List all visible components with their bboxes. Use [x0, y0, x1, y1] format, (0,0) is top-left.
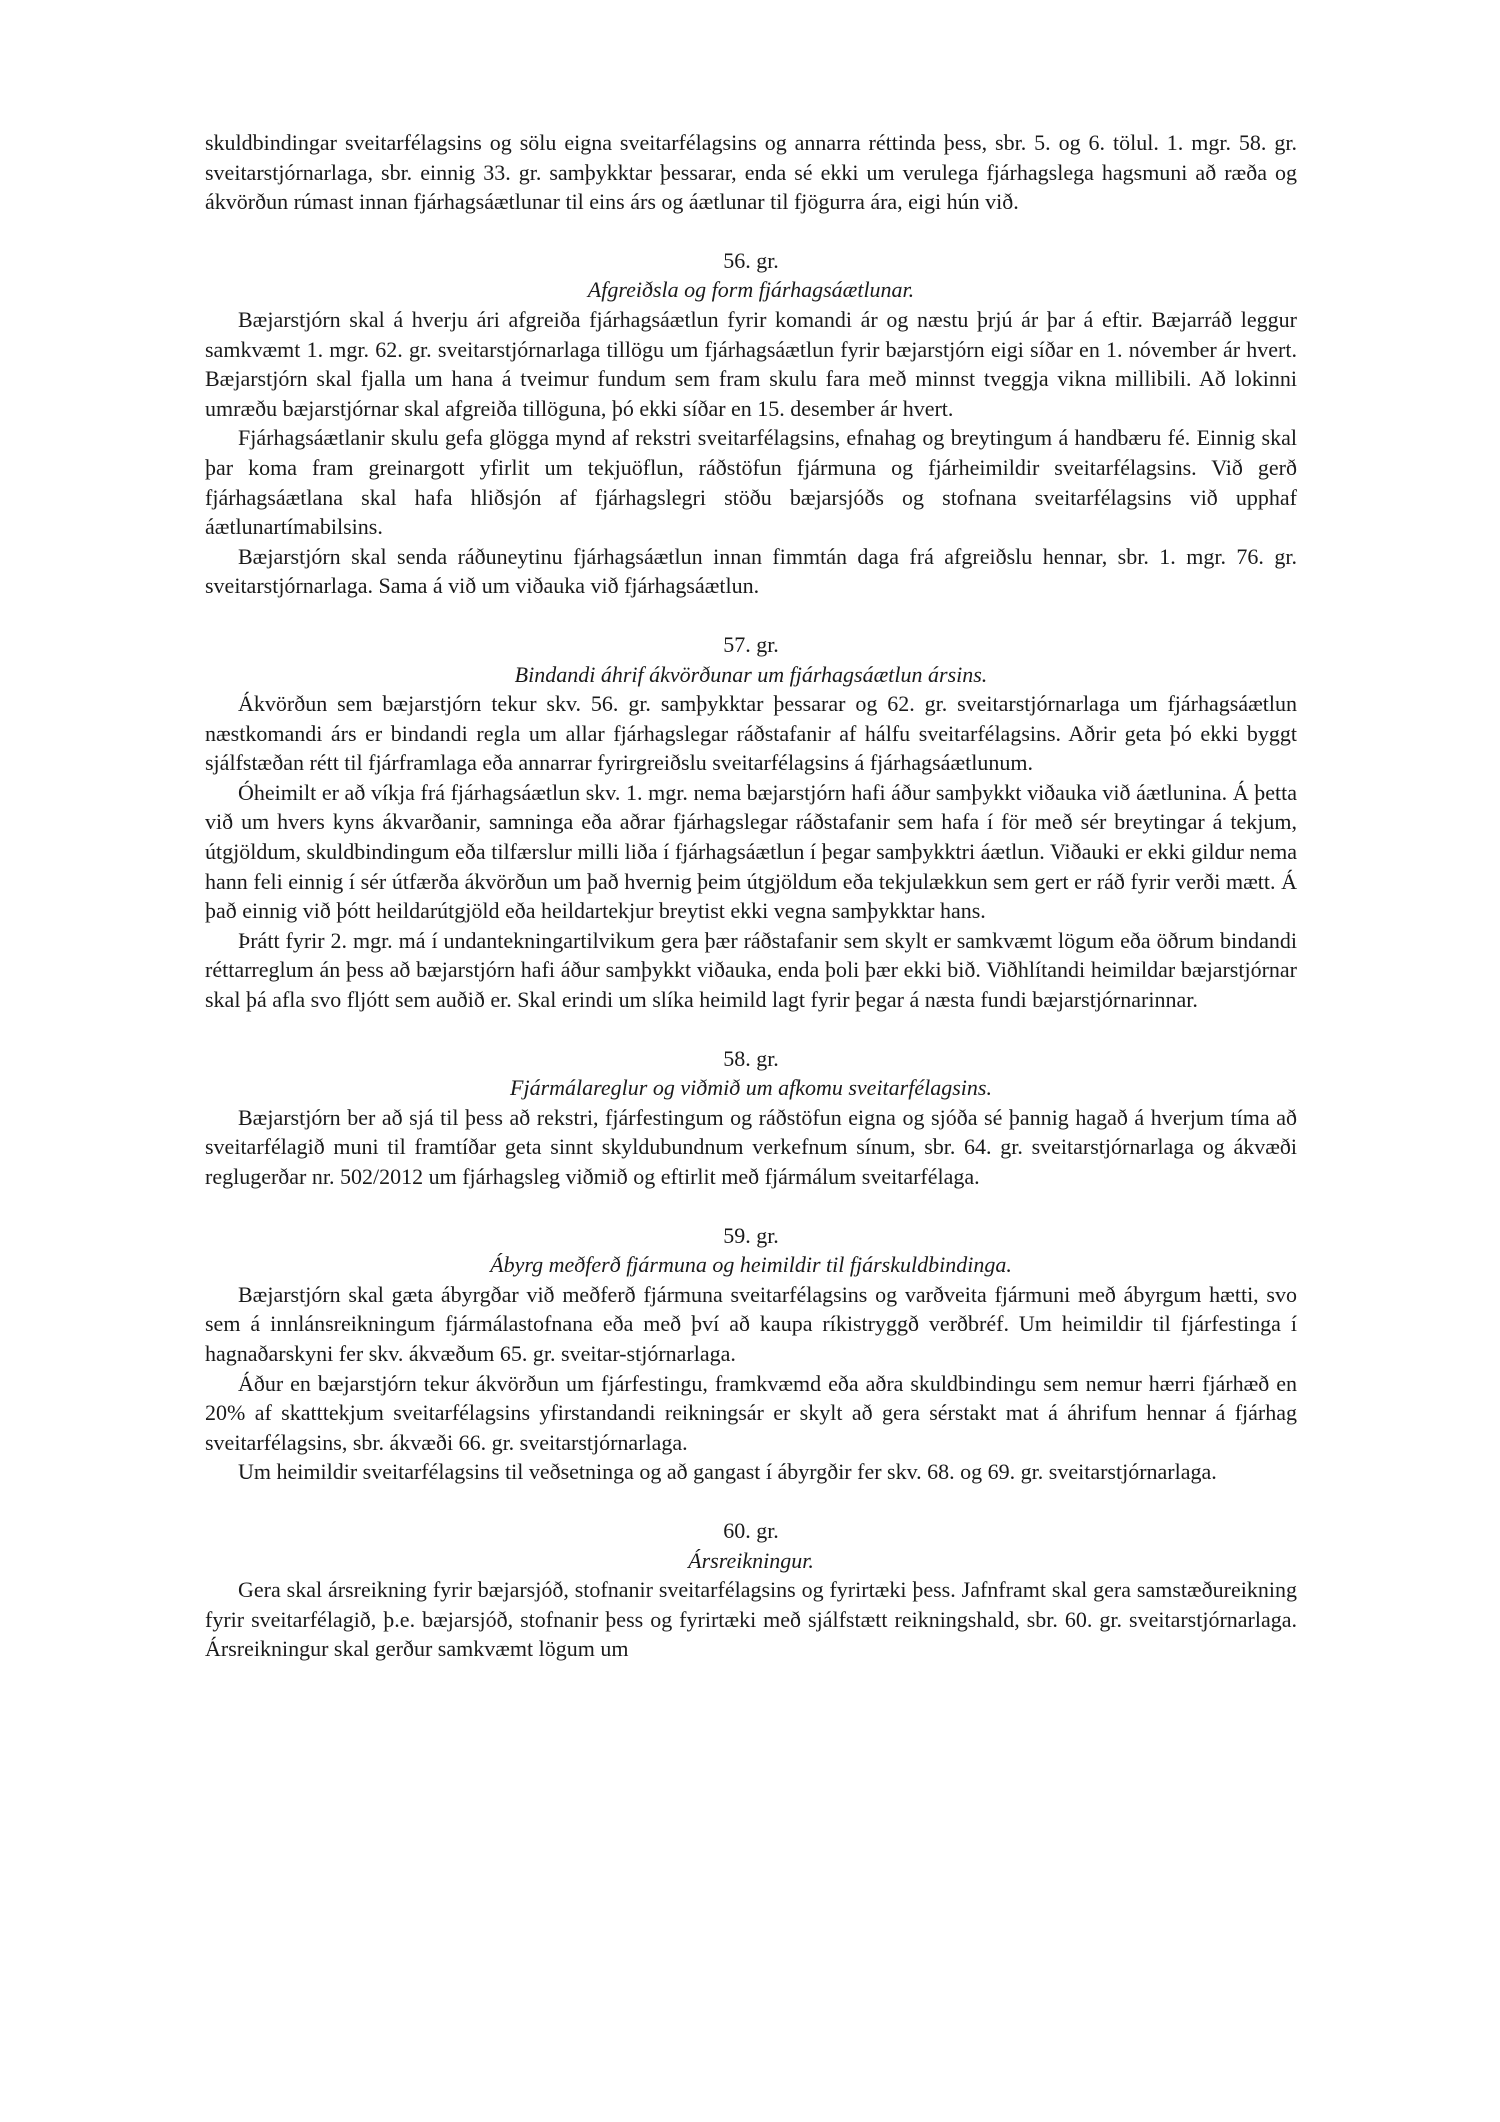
paragraph: Bæjarstjórn ber að sjá til þess að rekstri, fjárfestingum og ráðstöfun eigna og sjóða sé þannig hagað á hverjum tíma að sveitarfélagið muni til framtíðar geta sinnt skyldubundnum verkefnum sínum, sbr. 64. gr. sveitarstjórnarlaga og ákvæði reglugerðar nr. 502/2012 um fjárhagsleg viðmið og eftirlit með fjármálum sveitarfélaga. [205, 1104, 1297, 1189]
paragraph: Óheimilt er að víkja frá fjárhagsáætlun skv. 1. mgr. nema bæjarstjórn hafi áður samþykkt viðauka við áætlunina. Á þetta við um hvers kyns ákvarðanir, samninga eða aðrar fjárhagslegar ráðstafanir sem hafa í för með sér breytingar á tekjum, útgjöldum, skuldbindingum eða tilfærslur milli liða í fjárhagsáætlun í þegar samþykktri áætlun. Viðauki er ekki gildur nema hann feli einnig í sér útfærða ákvörðun um það hvernig þeim útgjöldum eða tekjulækkun sem gert er ráð fyrir verði mætt. Á það einnig við þótt heildarútgjöld eða heildartekjur breytist ekki vegna samþykktar hans. [205, 779, 1297, 924]
article-number: 60. gr. [723, 1517, 779, 1543]
intro-paragraph: skuldbindingar sveitarfélagsins og sölu eigna sveitarfélagsins og annarra réttinda þess, sbr. 5. og 6. tölul. 1. mgr. 58. gr. sveitarstjórnarlaga, sbr. einnig 33. gr. samþykktar þessarar, enda sé ekki um verulega fjárhagslega hagsmuni að ræða og ákvörðun rúmast innan fjárhagsáætlunar til eins árs og áætlunar til fjögurra ára, eigi hún við. [205, 130, 1297, 215]
paragraph: Gera skal ársreikning fyrir bæjarsjóð, stofnanir sveitarfélagsins og fyrirtæki þess. Jafnframt skal gera samstæðureikning fyrir sveitarfélagið, þ.e. bæjarsjóð, stofnanir þess og fyrirtæki með sjálfstætt reikningshald, sbr. 60. gr. sveitarstjórnarlaga. Ársreikningur skal gerður samkvæmt lögum um [205, 1577, 1297, 1662]
paragraph: Bæjarstjórn skal gæta ábyrgðar við meðferð fjármuna sveitarfélagsins og varðveita fjármuni með ábyrgum hætti, svo sem á innlánsreikningum fjármálastofnana eða með því að kaupa ríkistryggð verðbréf. Um heimildir til fjárfestinga í hagnaðarskyni fer skv. ákvæðum 65. gr. sveitar-stjórnarlaga. [205, 1281, 1297, 1366]
article-title: Afgreiðsla og form fjárhagsáætlunar. [587, 277, 915, 303]
paragraph: Áður en bæjarstjórn tekur ákvörðun um fjárfestingu, framkvæmd eða aðra skuldbindingu sem nemur hærri fjárhæð en 20% af skatttekjum sveitarfélagsins yfirstandandi reikningsár er skylt að gera sérstakt mat á áhrifum hennar á fjárhag sveitarfélagsins, sbr. ákvæði 66. gr. sveitarstjórnarlaga. [205, 1370, 1297, 1455]
article-59 [205, 1221, 1297, 1487]
article-56 [205, 246, 1297, 601]
article-58 [205, 1044, 1297, 1192]
article-57 [205, 630, 1297, 1015]
article-number: 57. gr. [723, 631, 779, 657]
article-title: Ársreikningur. [688, 1547, 814, 1573]
article-number: 59. gr. [723, 1222, 779, 1248]
article-number: 58. gr. [723, 1045, 779, 1071]
paragraph: Ákvörðun sem bæjarstjórn tekur skv. 56. gr. samþykktar þessarar og 62. gr. sveitarstjórnarlaga um fjárhagsáætlun næstkomandi árs er bindandi regla um allar fjárhagslegar ráðstafanir af hálfu sveitarfélagsins. Aðrir geta þó ekki byggt sjálfstæðan rétt til fjárframlaga eða annarrar fyrirgreiðslu sveitarfélagsins á fjárhagsáætlunum. [205, 691, 1297, 776]
article-60 [205, 1516, 1297, 1664]
paragraph: Þrátt fyrir 2. mgr. má í undantekningartilvikum gera þær ráðstafanir sem skylt er samkvæmt lögum eða öðrum bindandi réttarreglum án þess að bæjarstjórn hafi áður samþykkt viðauka, enda þoli þær ekki bið. Viðhlítandi heimildar bæjarstjórnar skal þá afla svo fljótt sem auðið er. Skal erindi um slíka heimild lagt fyrir þegar á næsta fundi bæjarstjórnarinnar. [205, 927, 1297, 1013]
article-title: Ábyrg meðferð fjármuna og heimildir til fjárskuldbindinga. [490, 1252, 1012, 1278]
paragraph: Um heimildir sveitarfélagsins til veðsetninga og að gangast í ábyrgðir fer skv. 68. og 69. gr. sveitarstjórnarlaga. [238, 1459, 1217, 1485]
article-title: Bindandi áhrif ákvörðunar um fjárhagsáætlun ársins. [514, 661, 988, 687]
document-page [205, 128, 1297, 1664]
article-title: Fjármálareglur og viðmið um afkomu sveitarfélagsins. [510, 1075, 992, 1101]
paragraph: Bæjarstjórn skal senda ráðuneytinu fjárhagsáætlun innan fimmtán daga frá afgreiðslu hennar, sbr. 1. mgr. 76. gr. sveitarstjórnarlaga. Sama á við um viðauka við fjárhagsáætlun. [205, 543, 1297, 599]
paragraph: Bæjarstjórn skal á hverju ári afgreiða fjárhagsáætlun fyrir komandi ár og næstu þrjú ár þar á eftir. Bæjarráð leggur samkvæmt 1. mgr. 62. gr. sveitarstjórnarlaga tillögu um fjárhagsáætlun fyrir bæjarstjórn eigi síðar en 1. nóvember ár hvert. Bæjarstjórn skal fjalla um hana á tveimur fundum sem fram skulu fara með minnst tveggja vikna millibili. Að lokinni umræðu bæjarstjórnar skal afgreiða tillöguna, þó ekki síðar en 15. desember ár hvert. [205, 306, 1297, 421]
article-number: 56. gr. [723, 247, 779, 273]
paragraph: Fjárhagsáætlanir skulu gefa glögga mynd af rekstri sveitarfélagsins, efnahag og breytingum á handbæru fé. Einnig skal þar koma fram greinargott yfirlit um tekjuöflun, ráðstöfun fjármuna og fjárheimildir sveitarfélagsins. Við gerð fjárhagsáætlana skal hafa hliðsjón af fjárhagslegri stöðu bæjarsjóðs og stofnana sveitarfélagsins við upphaf áætlunartímabilsins. [205, 425, 1297, 540]
